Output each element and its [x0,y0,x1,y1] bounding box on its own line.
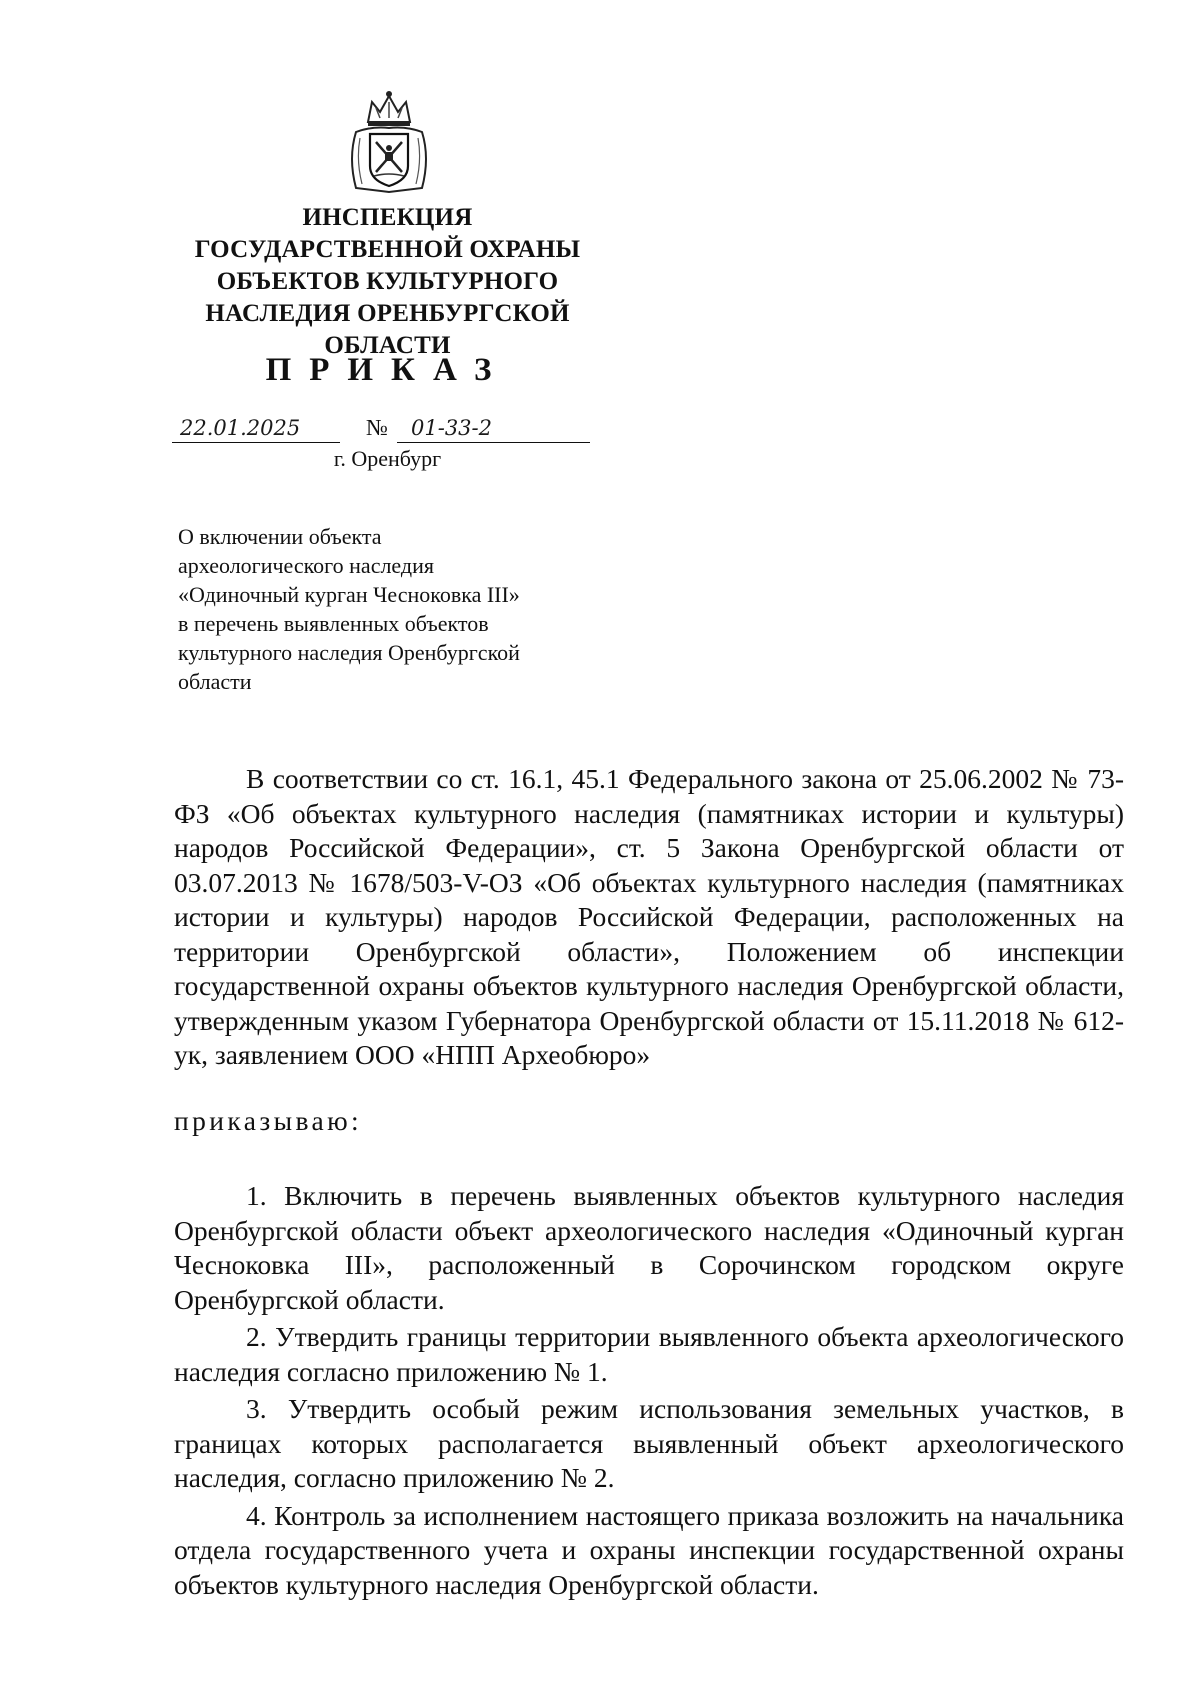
order-word: приказываю: [174,1104,363,1136]
org-line: ОБЪЕКТОВ КУЛЬТУРНОГО [216,268,559,295]
preamble-paragraph: В соответствии со ст. 16.1, 45.1 Федерального закона от 25.06.2002 № 73-ФЗ «Об объектах культурного наследия (памятниках истории и культуры) народов Российской Федерации», ст. 5 Закона Оренбургской области от 03.07.2013 № 1678/503-V-ОЗ «Об объектах культурного наследия (памятниках истории и культуры) народов Российской Федерации, расположенных на территории Оренбургской области», Положением об инспекции государственной охраны объектов культурного наследия Оренбургской области, утвержденным указом Губернатора Оренбургской области от 15.11.2018 № 612-ук, заявлением ООО «НПП Археобюро» [174,763,1124,1070]
document-body [174,762,1124,1605]
organization-name [170,202,605,362]
subject-line: археологического наследия [178,553,434,578]
subject-line: области [178,669,252,694]
subject-line: в перечень выявленных объектов [178,611,489,636]
document-date: 22.01.2025 [172,414,340,443]
subject-line: О включении объекта [178,524,382,549]
org-line: НАСЛЕДИЯ ОРЕНБУРГСКОЙ [205,300,570,327]
order-item: 1. Включить в перечень выявленных объектов культурного наследия Оренбургской области объект археологического наследия «Одиночный курган Чесноковка III», расположенный в Сорочинском городском округе Оренбургской области. [174,1180,1124,1315]
order-item: 4. Контроль за исполнением настоящего приказа возложить на начальника отдела государственного учета и охраны инспекции государственной охраны объектов культурного наследия Оренбургской области. [174,1499,1124,1600]
subject-line: «Одиночный курган Чесноковка III» [178,582,520,607]
document-subject [178,522,598,696]
org-line: ГОСУДАРСТВЕННОЙ ОХРАНЫ [194,236,581,263]
coat-of-arms-icon [346,88,432,196]
org-line: ИНСПЕКЦИЯ [302,204,473,231]
subject-line: культурного наследия Оренбургской [178,640,520,665]
order-item: 2. Утвердить границы территории выявленного объекта археологического наследия согласно приложению № 1. [174,1321,1124,1387]
city: г. Оренбург [333,446,442,471]
order-item: 3. Утвердить особый режим использования земельных участков, в границах которых располагается выявленный объект археологического наследия, согласно приложению № 2. [174,1393,1124,1493]
number-label: № [366,415,388,440]
document-number: 01-33-2 [397,414,590,443]
org-line: ОБЛАСТИ [324,332,451,359]
document-type-title: ПРИКАЗ [265,352,510,388]
